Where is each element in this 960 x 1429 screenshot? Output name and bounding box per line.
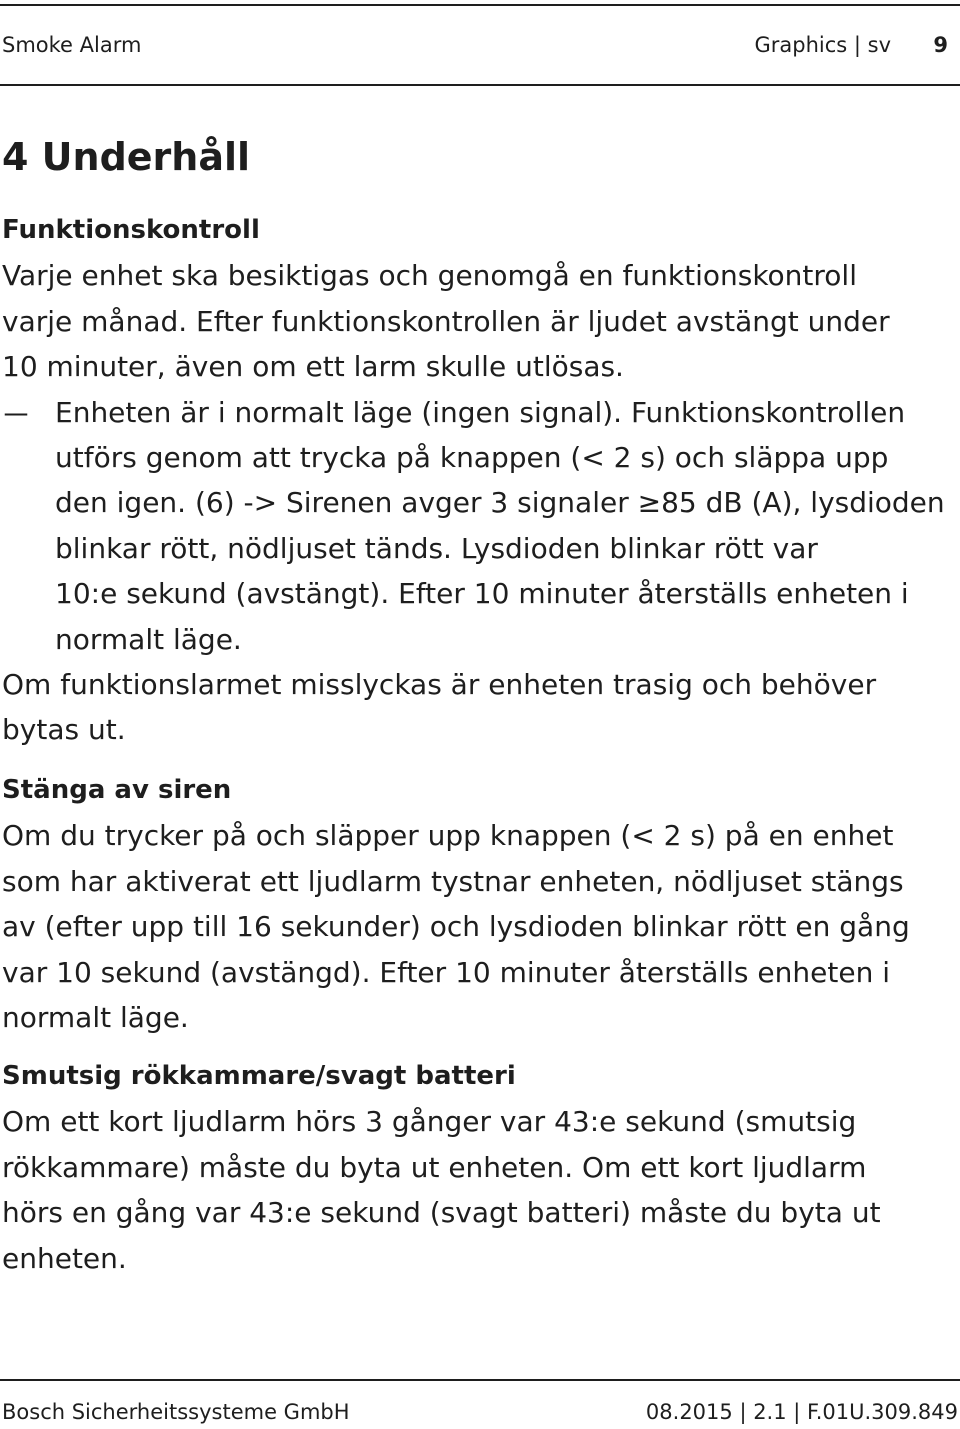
paragraph-line: var 10 sekund (avstängd). Efter 10 minuter återställs enheten i [2, 955, 890, 989]
paragraph-line: enheten. [2, 1241, 127, 1275]
page-number: 9 [933, 33, 948, 57]
section-heading: Smutsig rökkammare/svagt batteri [2, 1061, 516, 1091]
paragraph-line: hörs en gång var 43:e sekund (svagt batteri) måste du byta ut [2, 1196, 881, 1230]
section-heading: Stänga av siren [2, 775, 232, 805]
list-line: normalt läge. [55, 622, 242, 656]
paragraph-line: Om funktionslarmet misslyckas är enheten trasig och behöver [2, 667, 877, 701]
paragraph-line: av (efter upp till 16 sekunder) och lysdioden blinkar rött en gång [2, 910, 910, 944]
paragraph-line: varje månad. Efter funktionskontrollen är ljudet avstängt under [2, 304, 890, 338]
chapter-title: 4 Underhåll [2, 135, 251, 179]
footer-document-info: 08.2015 | 2.1 | F.01U.309.849 [645, 1400, 958, 1424]
running-header-title: Smoke Alarm [2, 33, 142, 57]
list-line: den igen. (6) -> Sirenen avger 3 signaler ≥85 dB (A), lysdioden [55, 486, 945, 520]
section-stanga-av-siren [2, 768, 958, 1040]
paragraph-line: Varje enhet ska besiktigas och genomgå en funktionskontroll [2, 259, 857, 293]
footer-company: Bosch Sicherheitssysteme GmbH [2, 1400, 350, 1424]
dash-marker: – [2, 395, 30, 429]
list-line: 10:e sekund (avstängt). Efter 10 minuter återställs enheten i [55, 577, 909, 611]
list-line: blinkar rött, nödljuset tänds. Lysdioden blinkar rött var [55, 531, 818, 565]
paragraph-line: Om du trycker på och släpper upp knappen (< 2 s) på en enhet [2, 819, 894, 853]
paragraph-line: 10 minuter, även om ett larm skulle utlösas. [2, 350, 624, 384]
section-heading: Funktionskontroll [2, 215, 260, 245]
top-rule [0, 4, 960, 6]
list-line: utförs genom att trycka på knappen (< 2 s) och släppa upp [55, 440, 889, 474]
paragraph-line: normalt läge. [2, 1000, 189, 1034]
list-item [2, 390, 958, 662]
header-rule [0, 84, 960, 86]
running-header-section: Graphics | sv [754, 33, 891, 57]
section-funktionskontroll [2, 208, 958, 753]
paragraph-line: rökkammare) måste du byta ut enheten. Om ett kort ljudlarm [2, 1150, 867, 1184]
paragraph-line: som har aktiverat ett ljudlarm tystnar enheten, nödljuset stängs [2, 864, 904, 898]
footer-rule [0, 1379, 960, 1381]
list-line: Enheten är i normalt läge (ingen signal). Funktionskontrollen [55, 395, 906, 429]
section-smutsig-rokkammare [2, 1054, 958, 1281]
paragraph-line: Om ett kort ljudlarm hörs 3 gånger var 43:e sekund (smutsig [2, 1105, 857, 1139]
paragraph-line: bytas ut. [2, 713, 126, 747]
